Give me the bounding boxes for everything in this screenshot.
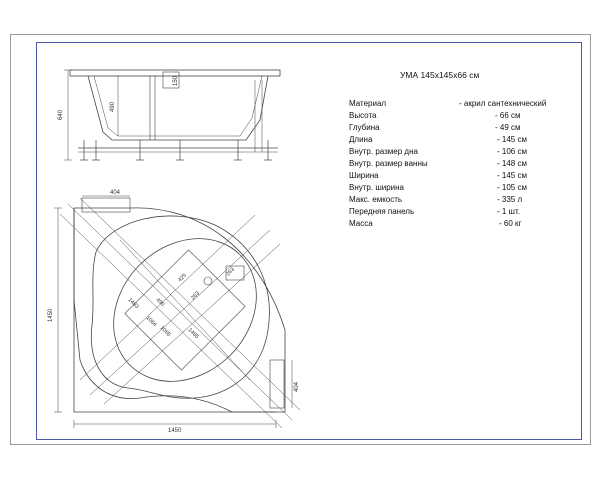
product-title: УМА 145х145х66 см xyxy=(400,70,480,80)
spec-value: - 148 см xyxy=(497,159,527,168)
spec-label: Внутр. размер ванны xyxy=(349,159,428,168)
spec-value: - 60 кг xyxy=(499,219,522,228)
spec-value: - 49 см xyxy=(495,123,521,132)
side-legs xyxy=(80,140,272,160)
side-height-label: 640 xyxy=(58,109,64,120)
corner-tab-top xyxy=(82,198,130,212)
spec-value: - 66 см xyxy=(495,111,521,120)
center-line-label: 1064 xyxy=(144,315,158,329)
plan-shell xyxy=(91,216,269,398)
spec-value: - 106 см xyxy=(497,147,527,156)
spec-value: - 145 см xyxy=(497,171,527,180)
small-b-label: 263 xyxy=(225,266,236,278)
construction-lines xyxy=(60,198,300,428)
spec-label: Материал xyxy=(349,99,387,108)
small-c-label: 263 xyxy=(190,290,201,302)
spec-label: Длина xyxy=(349,135,373,144)
spec-value: - 105 см xyxy=(497,183,527,192)
inner-length-label: 1483 xyxy=(126,297,140,311)
spec-label: Внутр. размер дна xyxy=(349,147,418,156)
plan-length-label: 1450 xyxy=(48,308,54,322)
side-view xyxy=(64,70,280,160)
spec-value: - 145 см xyxy=(497,135,527,144)
inner-diag-label: 1485 xyxy=(186,327,200,341)
side-rim xyxy=(70,70,280,76)
spec-value: - 335 л xyxy=(497,195,523,204)
spec-value: - акрил сантехнический xyxy=(459,99,547,108)
plan-width-label: 1450 xyxy=(168,428,182,434)
side-depth-label: 490 xyxy=(110,101,116,112)
spec-label: Высота xyxy=(349,111,377,120)
spec-label: Масса xyxy=(349,219,373,228)
spec-label: Макс. емкость xyxy=(349,195,403,204)
side-rim-label: 150 xyxy=(173,75,179,86)
spec-value: - 1 шт. xyxy=(497,207,520,216)
spec-label: Передняя панель xyxy=(349,207,415,216)
spec-label: Внутр. ширина xyxy=(349,183,404,192)
small-a-label: 425 xyxy=(177,272,188,284)
corner-top-label: 404 xyxy=(110,190,121,196)
spec-label: Ширина xyxy=(349,171,379,180)
drain-icon xyxy=(204,277,212,285)
plan-view xyxy=(54,196,300,428)
inner-bottom-label: 1065 xyxy=(158,325,172,339)
corner-right-label: 404 xyxy=(294,381,300,392)
spec-label: Глубина xyxy=(349,123,380,132)
depth-mark-label: 490 xyxy=(154,297,166,308)
